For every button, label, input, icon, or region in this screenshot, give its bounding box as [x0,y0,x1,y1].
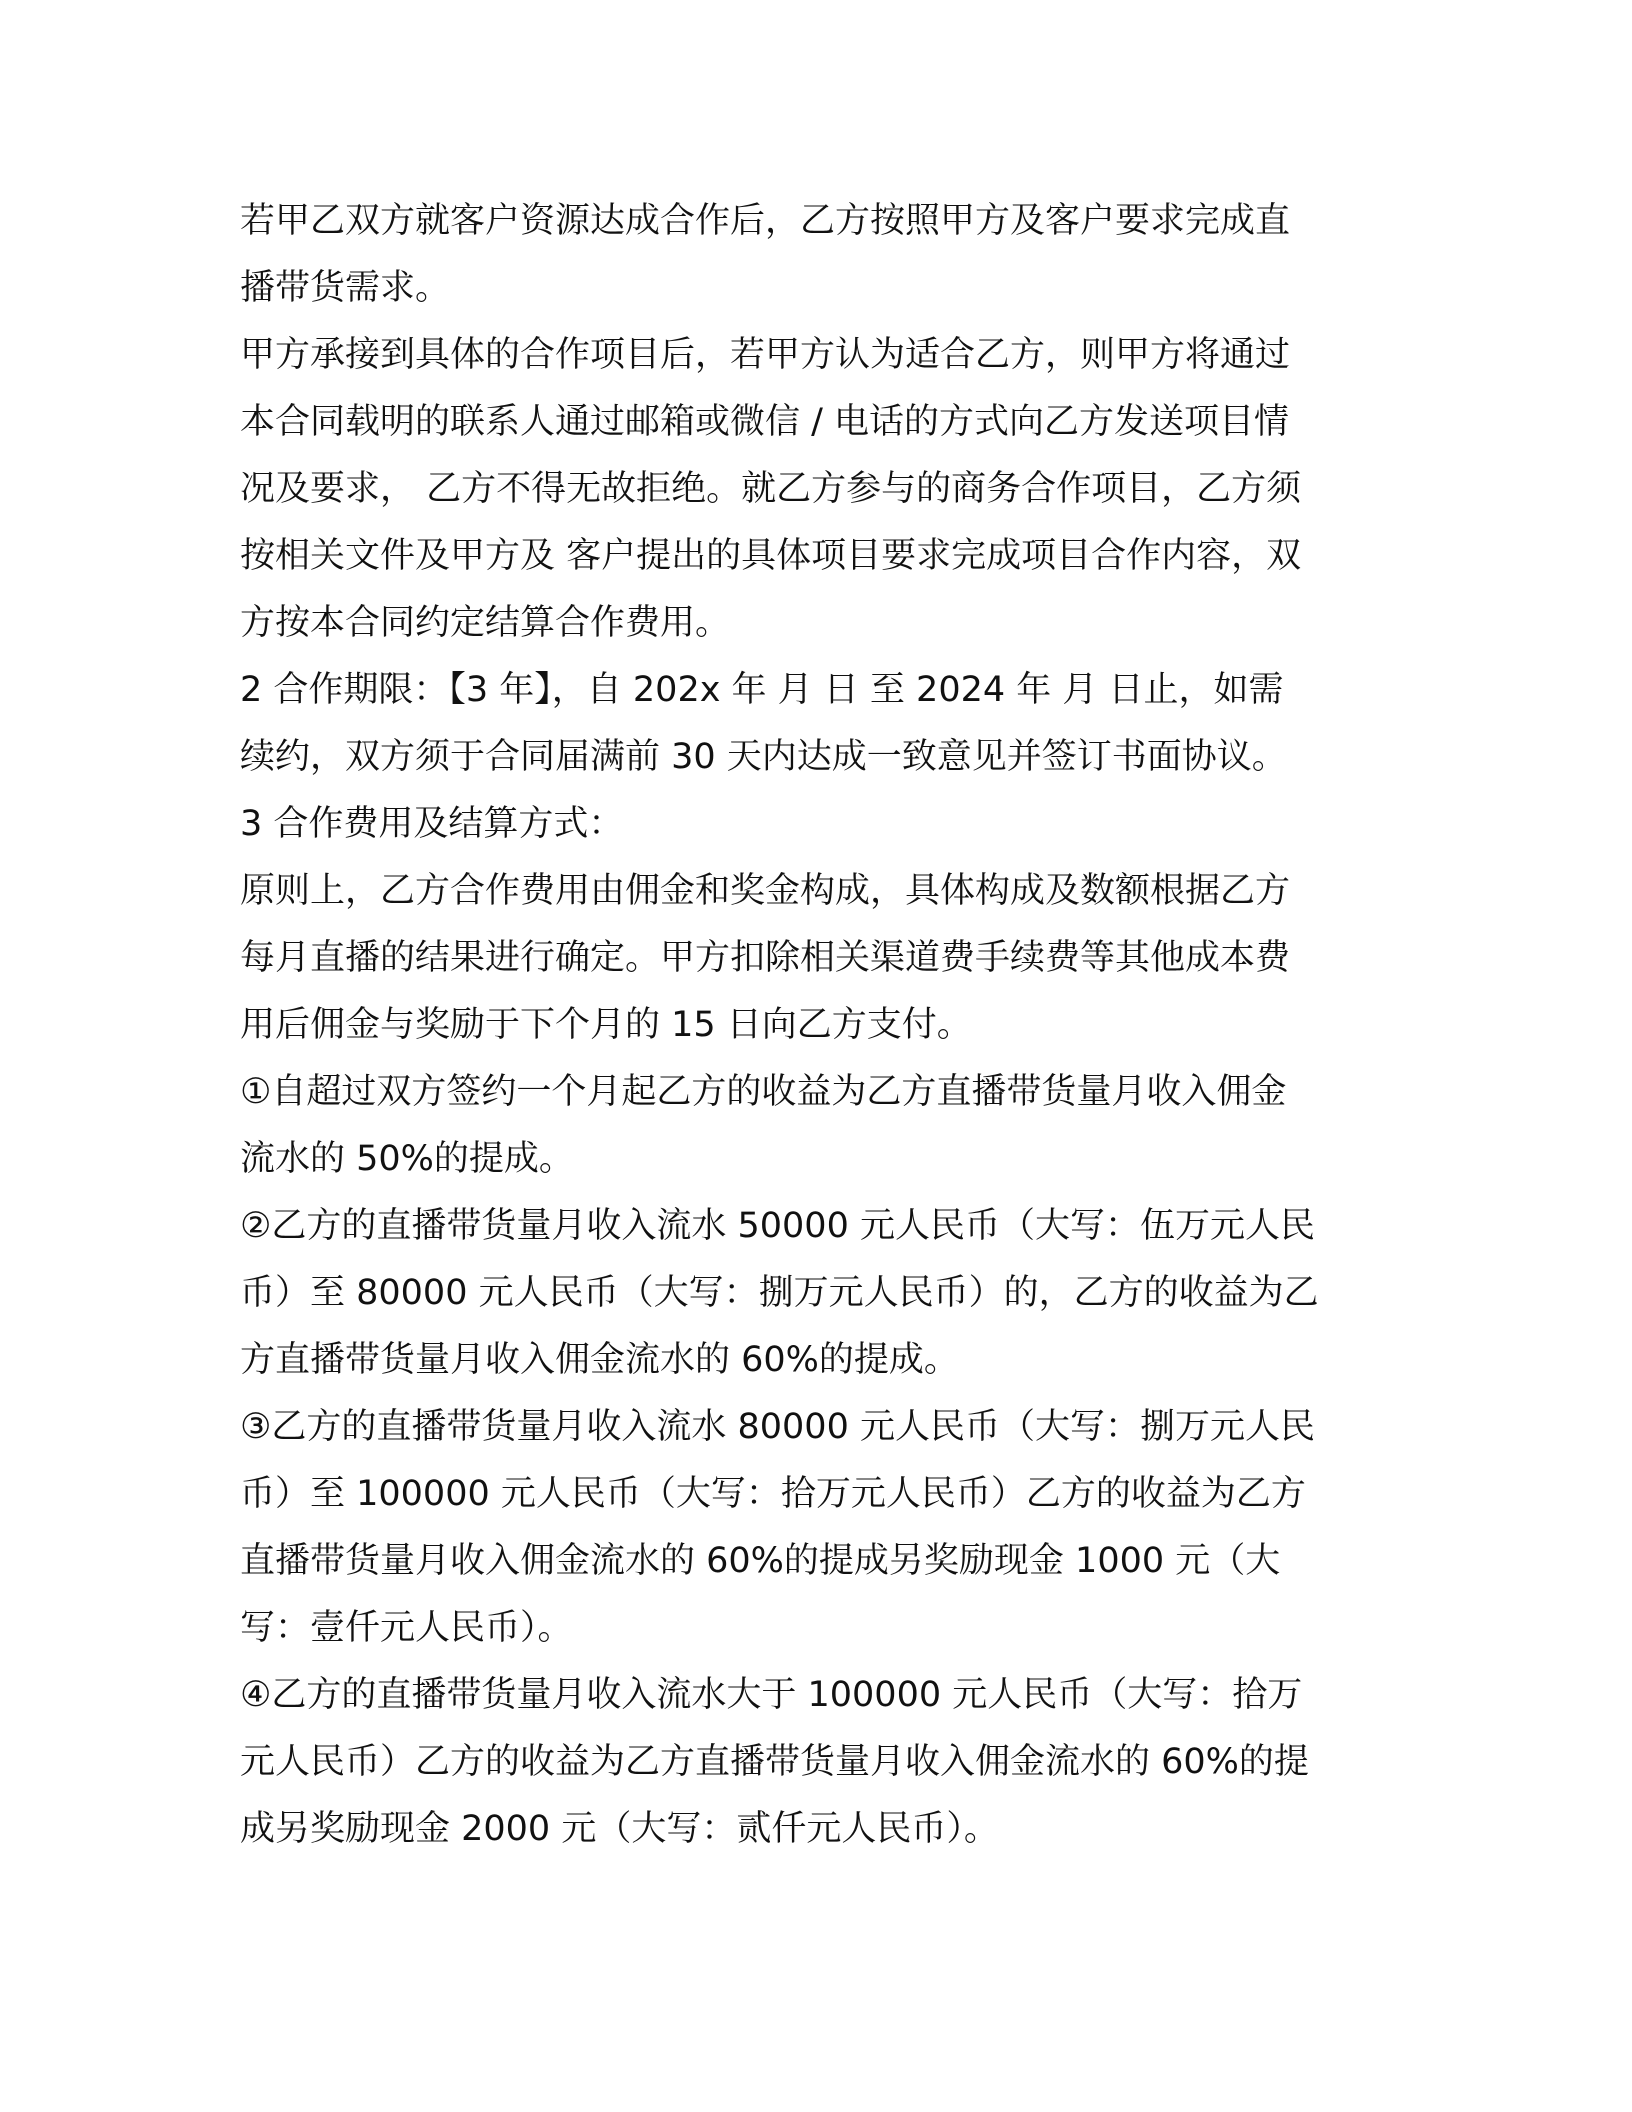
text-line: 若甲乙双方就客户资源达成合作后，乙方按照甲方及客户要求完成直 [240,201,1291,241]
text-line: 甲方承接到具体的合作项目后，若甲方认为适合乙方，则甲方将通过 [240,335,1291,375]
text-line: ②乙方的直播带货量月收入流水 50000 元人民币（大写：伍万元人民 [240,1206,1315,1246]
text-line: ③乙方的直播带货量月收入流水 80000 元人民币（大写：捌万元人民 [240,1407,1315,1447]
text-line: 按相关文件及甲方及 客户提出的具体项目要求完成项目合作内容，双 [240,536,1302,576]
text-line: 3 合作费用及结算方式： [240,804,624,844]
text-line: 原则上，乙方合作费用由佣金和奖金构成，具体构成及数额根据乙方 [240,871,1291,911]
text-line: ①自超过双方签约一个月起乙方的收益为乙方直播带货量月收入佣金 [240,1072,1287,1112]
text-line: 流水的 50%的提成。 [240,1139,574,1179]
text-line: 播带货需求。 [240,268,451,308]
text-line: 币）至 80000 元人民币（大写：捌万元人民币）的，乙方的收益为乙 [240,1273,1319,1313]
text-line: 币）至 100000 元人民币（大写：拾万元人民币）乙方的收益为乙方 [240,1474,1306,1514]
text-line: 2 合作期限：【3 年】，自 202x 年 月 日 至 2024 年 月 日止，如需 [240,670,1284,710]
text-line: 方直播带货量月收入佣金流水的 60%的提成。 [240,1340,959,1380]
text-line: 况及要求， 乙方不得无故拒绝。就乙方参与的商务合作项目，乙方须 [240,469,1302,509]
text-line: 写：壹仟元人民币）。 [240,1608,573,1648]
text-line: 方按本合同约定结算合作费用。 [240,603,731,643]
text-line: 成另奖励现金 2000 元（大写：贰仟元人民币）。 [240,1809,999,1849]
text-line: 用后佣金与奖励于下个月的 15 日向乙方支付。 [240,1005,972,1045]
text-line: 元人民币）乙方的收益为乙方直播带货量月收入佣金流水的 60%的提 [240,1742,1309,1782]
text-line: 每月直播的结果进行确定。甲方扣除相关渠道费手续费等其他成本费 [240,938,1291,978]
text-line: 本合同载明的联系人通过邮箱或微信 / 电话的方式向乙方发送项目情 [240,402,1290,442]
text-line: 直播带货量月收入佣金流水的 60%的提成另奖励现金 1000 元（大 [240,1541,1281,1581]
text-line: ④乙方的直播带货量月收入流水大于 100000 元人民币（大写：拾万 [240,1675,1303,1715]
document-body [240,188,1400,1863]
text-line: 续约，双方须于合同届满前 30 天内达成一致意见并签订书面协议。 [240,737,1287,777]
